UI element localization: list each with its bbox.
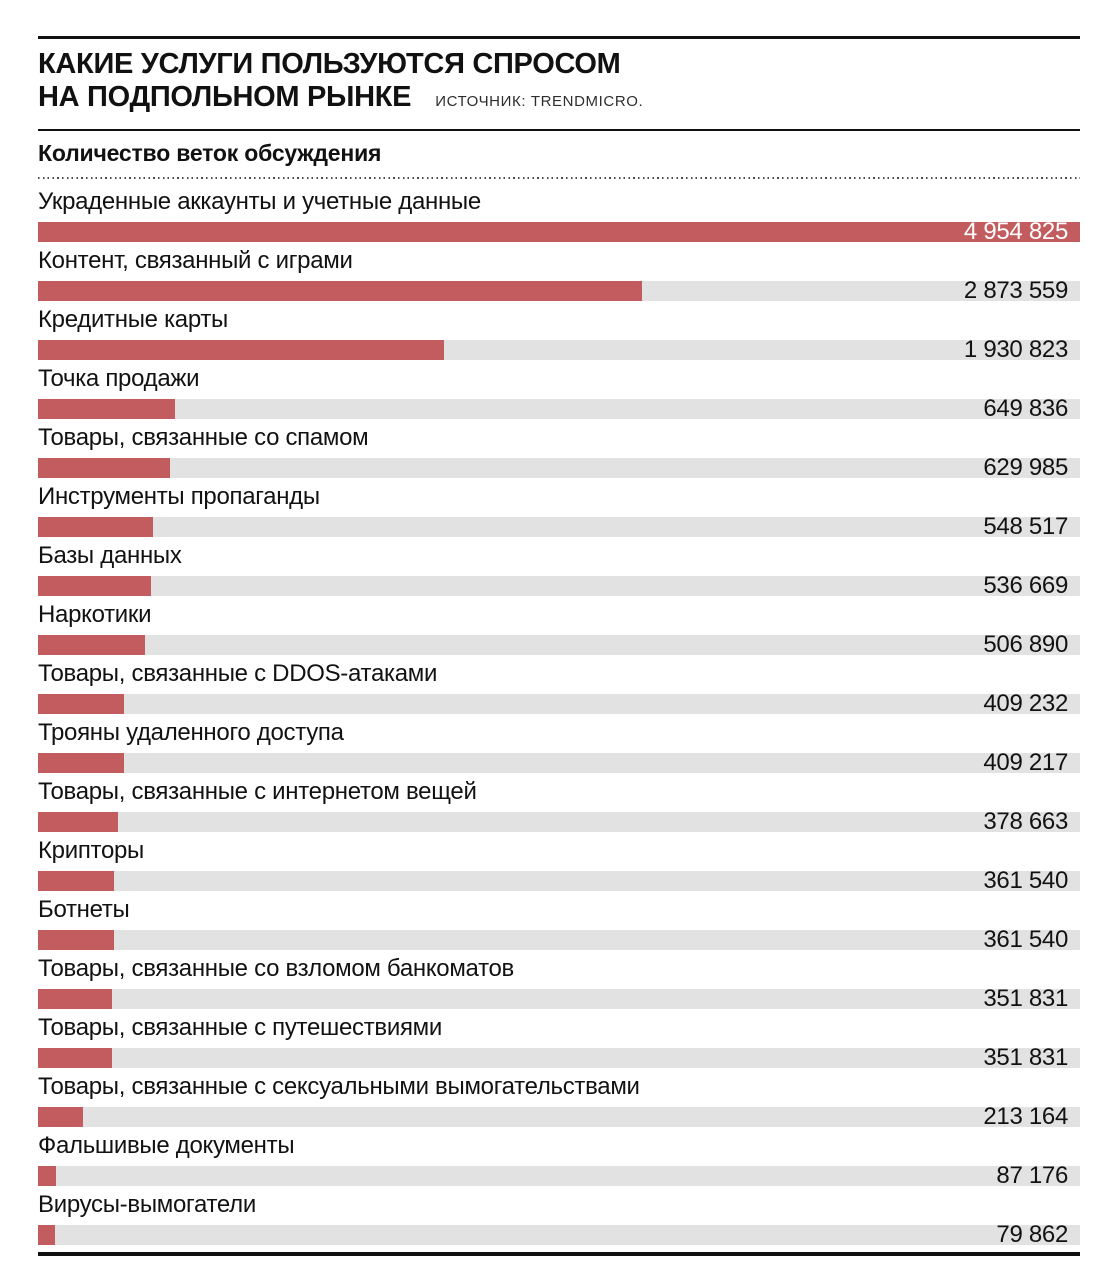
chart-row [38, 363, 1080, 422]
chart-row [38, 1012, 1080, 1071]
bar-value: 361 540 [983, 926, 1068, 953]
bar-value: 4 954 825 [963, 218, 1068, 245]
bar-value: 378 663 [983, 808, 1068, 835]
chart-row [38, 835, 1080, 894]
chart-row [38, 658, 1080, 717]
bar-label: Крипторы [38, 837, 144, 864]
bar-fill [38, 576, 151, 596]
bar-track [38, 1162, 1080, 1189]
bar-value: 409 232 [983, 690, 1068, 717]
bar-label: Наркотики [38, 601, 152, 628]
chart-row [38, 776, 1080, 835]
bar-fill [38, 1166, 56, 1186]
bar-track [38, 572, 1080, 599]
bar-value: 351 831 [983, 985, 1068, 1012]
bar-label: Точка продажи [38, 365, 200, 392]
bar-label: Фальшивые документы [38, 1132, 295, 1159]
chart-row [38, 540, 1080, 599]
bar-chart [38, 186, 1080, 1248]
bar-value: 548 517 [983, 513, 1068, 540]
bar-value: 536 669 [983, 572, 1068, 599]
bar-track [38, 513, 1080, 540]
bar-track [38, 749, 1080, 776]
bar-fill [38, 222, 1080, 242]
bar-fill [38, 930, 114, 950]
bar-fill [38, 753, 124, 773]
bar-label: Товары, связанные со взломом банкоматов [38, 955, 514, 982]
bar-label: Инструменты пропаганды [38, 483, 320, 510]
bar-value: 79 862 [996, 1221, 1068, 1248]
bar-label: Контент, связанный с играми [38, 247, 353, 274]
chart-row [38, 953, 1080, 1012]
bar-value: 213 164 [983, 1103, 1068, 1130]
chart-row [38, 717, 1080, 776]
bar-fill [38, 340, 444, 360]
chart-row [38, 1189, 1080, 1248]
bar-value: 351 831 [983, 1044, 1068, 1071]
bar-track [38, 1103, 1080, 1130]
chart-row [38, 1071, 1080, 1130]
bar-track [38, 218, 1080, 245]
bar-fill [38, 871, 114, 891]
bar-fill [38, 281, 642, 301]
bar-fill [38, 399, 175, 419]
bar-track [38, 808, 1080, 835]
bar-track [38, 631, 1080, 658]
bar-track [38, 1044, 1080, 1071]
bar-label: Товары, связанные с интернетом вещей [38, 778, 477, 805]
bar-fill [38, 1107, 83, 1127]
chart-subtitle: Количество веток обсуждения [38, 140, 382, 166]
bar-track [38, 395, 1080, 422]
chart-row [38, 599, 1080, 658]
bar-fill [38, 812, 118, 832]
chart-row [38, 481, 1080, 540]
bottom-rule [38, 1252, 1080, 1256]
bar-value: 1 930 823 [963, 336, 1068, 363]
source-label: ИСТОЧНИК: TRENDMICRO. [435, 93, 644, 110]
bar-value: 649 836 [983, 395, 1068, 422]
chart-row [38, 894, 1080, 953]
dotted-divider [38, 177, 1080, 179]
bar-fill [38, 1048, 112, 1068]
bar-label: Трояны удаленного доступа [38, 719, 344, 746]
bar-label: Кредитные карты [38, 306, 229, 333]
bar-track [38, 336, 1080, 363]
bar-track [38, 1221, 1080, 1248]
bar-track [38, 690, 1080, 717]
bar-label: Украденные аккаунты и учетные данные [38, 188, 481, 215]
bar-fill [38, 989, 112, 1009]
bar-label: Товары, связанные с DDOS-атаками [38, 660, 438, 687]
bar-value: 2 873 559 [963, 277, 1068, 304]
bar-fill [38, 694, 124, 714]
title-block [38, 39, 1080, 129]
bar-label: Товары, связанные с путешествиями [38, 1014, 442, 1041]
bar-fill [38, 635, 145, 655]
chart-row [38, 304, 1080, 363]
bar-track [38, 454, 1080, 481]
page-title [38, 48, 1080, 118]
title-line-2-wrap [38, 81, 1080, 118]
bar-fill [38, 1225, 55, 1245]
bar-value: 506 890 [983, 631, 1068, 658]
bar-label: Базы данных [38, 542, 182, 569]
bar-value: 409 217 [983, 749, 1068, 776]
bar-track [38, 277, 1080, 304]
bar-track [38, 985, 1080, 1012]
bar-value: 87 176 [996, 1162, 1068, 1189]
bar-track [38, 867, 1080, 894]
title-line-1: КАКИЕ УСЛУГИ ПОЛЬЗУЮТСЯ СПРОСОМ [38, 48, 621, 80]
bar-label: Товары, связанные со спамом [38, 424, 369, 451]
bar-track [38, 926, 1080, 953]
subtitle-block [38, 131, 1080, 177]
bar-value: 629 985 [983, 454, 1068, 481]
chart-row [38, 186, 1080, 245]
bar-label: Вирусы-вымогатели [38, 1191, 256, 1218]
chart-row [38, 1130, 1080, 1189]
chart-row [38, 422, 1080, 481]
bar-fill [38, 517, 153, 537]
bar-fill [38, 458, 170, 478]
bar-label: Ботнеты [38, 896, 130, 923]
bar-value: 361 540 [983, 867, 1068, 894]
chart-row [38, 245, 1080, 304]
title-line-2: НА ПОДПОЛЬНОМ РЫНКЕ [38, 81, 412, 113]
bar-label: Товары, связанные с сексуальными вымогательствами [38, 1073, 640, 1100]
